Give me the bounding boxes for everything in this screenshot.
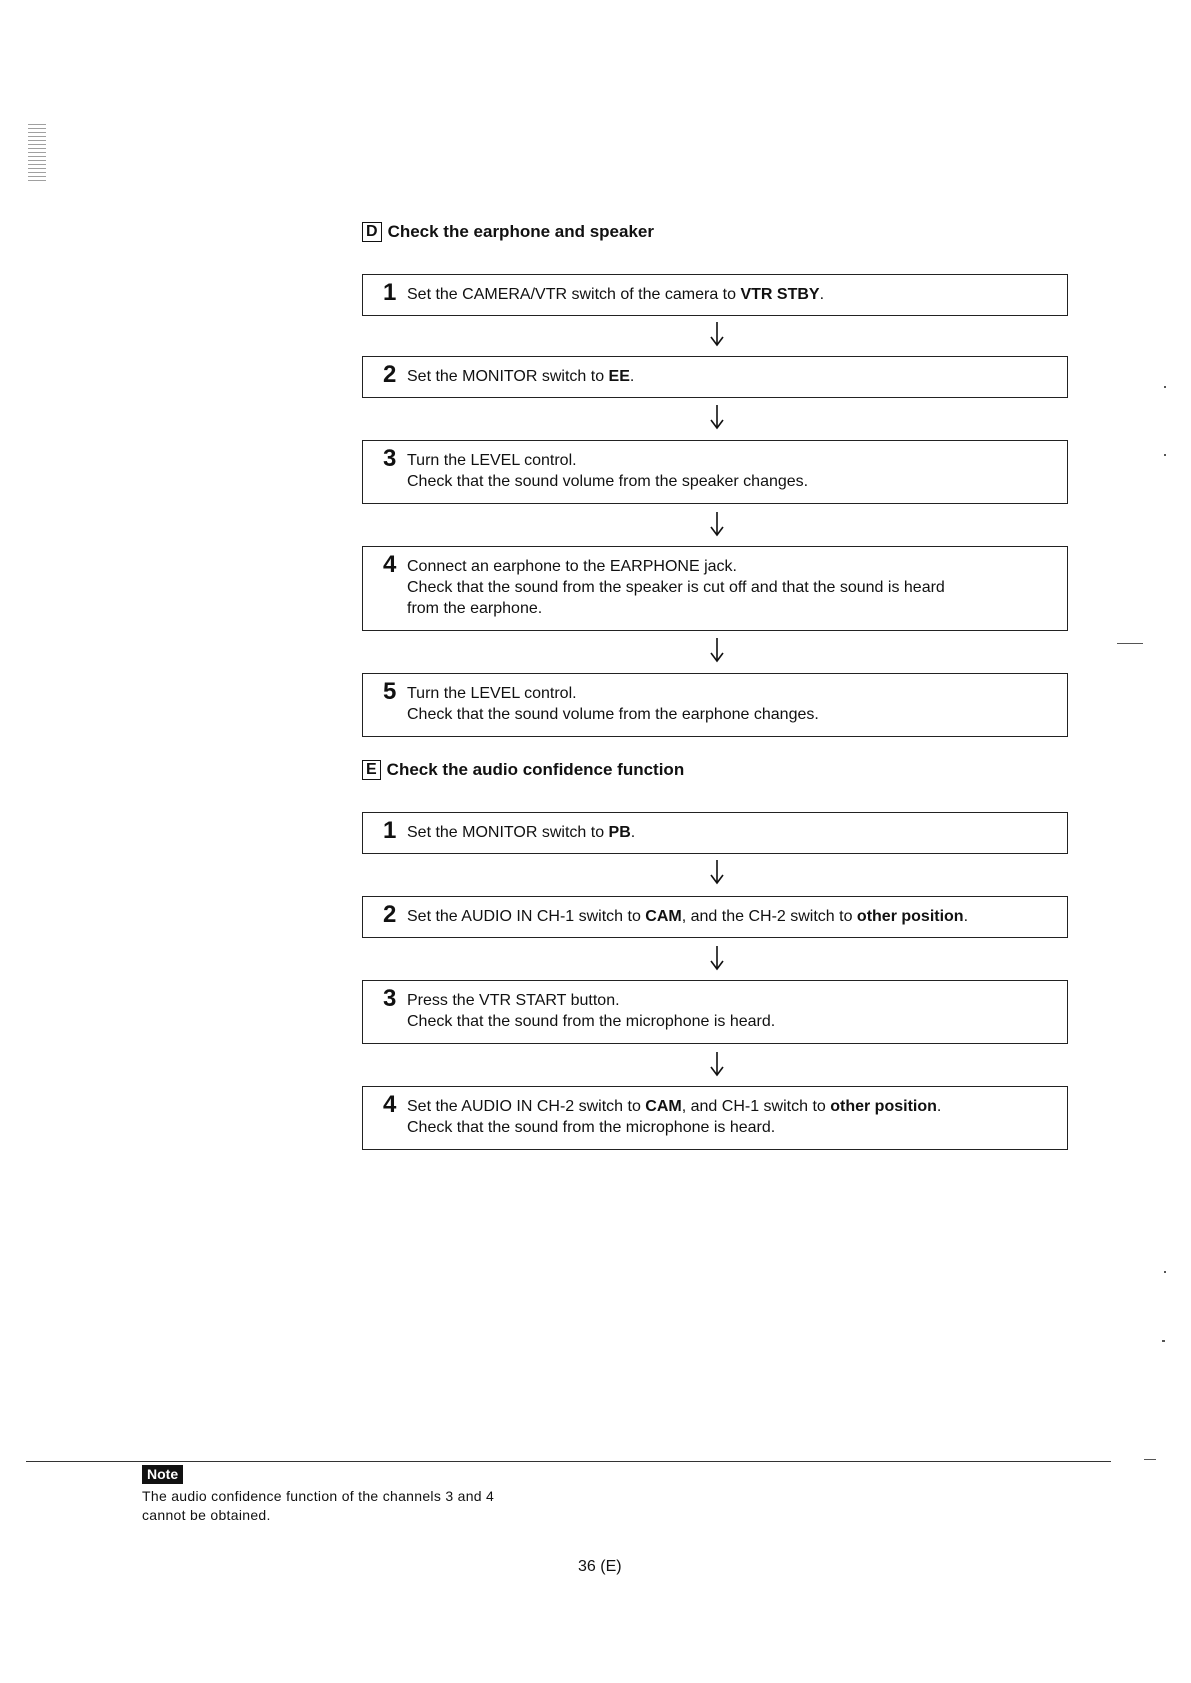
step-number: 2: [383, 901, 397, 928]
step-text-run: , and CH-1 switch to: [681, 1098, 831, 1115]
section-d-step-4: [362, 546, 1068, 631]
section-e-heading: [362, 760, 684, 780]
step-text-run: .: [629, 368, 635, 385]
step-text-run: Connect an earphone to the EARPHONE jack.: [407, 558, 737, 575]
note-line: The audio confidence function of the channels 3 and 4: [142, 1488, 495, 1504]
step-number: 4: [383, 551, 397, 578]
step-text-run: Press the VTR START button.: [407, 992, 620, 1009]
step-text-run: Set the AUDIO IN CH-2 switch to: [407, 1098, 646, 1115]
step-emphasis: PB: [608, 824, 631, 841]
step-text-run: Set the MONITOR switch to: [407, 824, 609, 841]
step-number: 3: [383, 445, 397, 472]
edge-mark: [1164, 386, 1166, 388]
step-text-run: .: [963, 908, 969, 925]
step-text-run: .: [936, 1098, 942, 1115]
step-text-run: .: [630, 824, 636, 841]
step-number: 1: [383, 279, 397, 306]
edge-mark: [1144, 1459, 1156, 1460]
step-text-run: Turn the LEVEL control.: [407, 452, 577, 469]
step-line: [407, 990, 775, 1011]
footnote-divider: [26, 1461, 1111, 1462]
step-text-run: , and the CH-2 switch to: [681, 908, 857, 925]
section-d-step-5: [362, 673, 1068, 737]
down-arrow-icon: [707, 511, 727, 537]
step-line: [407, 906, 968, 927]
step-emphasis: EE: [608, 368, 630, 385]
step-number: 4: [383, 1091, 397, 1118]
step-emphasis: CAM: [645, 1098, 682, 1115]
step-text-run: Turn the LEVEL control.: [407, 685, 577, 702]
step-number: 1: [383, 817, 397, 844]
step-text-run: Check that the sound from the microphone is heard.: [407, 1013, 776, 1030]
step-text-run: Set the MONITOR switch to: [407, 368, 609, 385]
scan-registration-marks: [28, 124, 46, 184]
edge-mark: [1164, 1271, 1166, 1273]
edge-mark: [1164, 454, 1166, 456]
down-arrow-icon: [707, 859, 727, 885]
step-text: [407, 985, 775, 1032]
step-text-run: Check that the sound volume from the earphone changes.: [407, 706, 819, 723]
step-text: [407, 678, 819, 725]
step-text: [407, 445, 808, 492]
step-line: [407, 471, 808, 492]
step-text: [407, 817, 635, 843]
step-text-run: Set the AUDIO IN CH-1 switch to: [407, 908, 646, 925]
step-emphasis: CAM: [645, 908, 682, 925]
step-emphasis: other position: [830, 1098, 937, 1115]
step-line: [407, 598, 945, 619]
step-text: [407, 901, 968, 927]
section-e-letter: E: [362, 760, 381, 780]
section-d-title: Check the earphone and speaker: [387, 222, 654, 241]
section-e-step-1: [362, 812, 1068, 854]
step-text-run: from the earphone.: [407, 600, 543, 617]
section-d-step-3: [362, 440, 1068, 504]
down-arrow-icon: [707, 321, 727, 347]
section-e-step-3: [362, 980, 1068, 1044]
step-emphasis: VTR STBY: [740, 286, 820, 303]
step-line: [407, 284, 824, 305]
step-line: [407, 1011, 775, 1032]
step-number: 3: [383, 985, 397, 1012]
note-text: [142, 1487, 494, 1525]
step-line: [407, 822, 635, 843]
step-number: 2: [383, 361, 397, 388]
section-d-heading: [362, 222, 654, 242]
step-text-run: Check that the sound from the microphone is heard.: [407, 1119, 776, 1136]
step-line: [407, 366, 634, 387]
down-arrow-icon: [707, 1051, 727, 1077]
section-e-step-2: [362, 896, 1068, 938]
step-text: [407, 1091, 941, 1138]
step-line: [407, 1096, 941, 1117]
step-line: [407, 577, 945, 598]
step-line: [407, 450, 808, 471]
section-e-title: Check the audio confidence function: [386, 760, 685, 779]
step-line: [407, 1117, 941, 1138]
section-d-letter: D: [362, 222, 382, 242]
step-text: [407, 551, 945, 619]
down-arrow-icon: [707, 404, 727, 430]
step-line: [407, 683, 819, 704]
edge-mark: [1117, 643, 1143, 644]
section-d-step-1: [362, 274, 1068, 316]
section-e-step-4: [362, 1086, 1068, 1150]
note-line: cannot be obtained.: [142, 1507, 271, 1523]
step-line: [407, 704, 819, 725]
edge-mark: [1162, 1340, 1165, 1342]
step-number: 5: [383, 678, 397, 705]
note-badge: Note: [142, 1465, 183, 1484]
step-text-run: .: [819, 286, 825, 303]
step-text: [407, 361, 634, 387]
page-number: 36 (E): [578, 1558, 622, 1575]
step-text: [407, 279, 824, 305]
section-d-step-2: [362, 356, 1068, 398]
step-line: [407, 556, 945, 577]
down-arrow-icon: [707, 637, 727, 663]
step-emphasis: other position: [856, 908, 964, 925]
down-arrow-icon: [707, 945, 727, 971]
step-text-run: Check that the sound volume from the speaker changes.: [407, 473, 809, 490]
step-text-run: Set the CAMERA/VTR switch of the camera to: [407, 286, 741, 303]
step-text-run: Check that the sound from the speaker is cut off and that the sound is heard: [407, 579, 945, 596]
